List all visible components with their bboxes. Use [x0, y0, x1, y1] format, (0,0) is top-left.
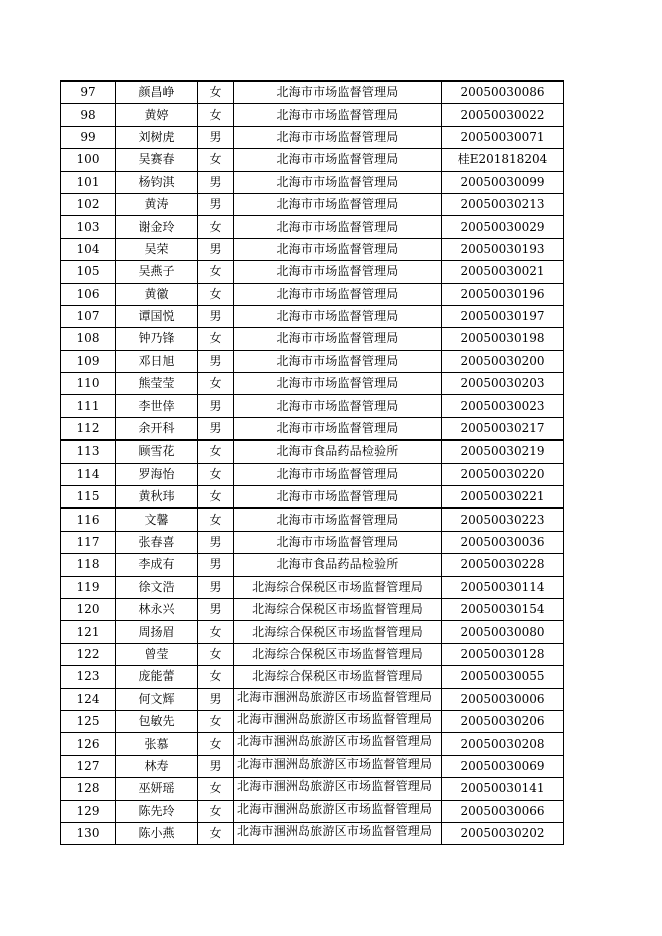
gender-cell: 男: [198, 305, 234, 327]
work-unit-cell: 北海市食品药品检验所: [234, 554, 442, 576]
table-row: [61, 149, 564, 171]
work-unit-cell: 北海市市场监督管理局: [234, 328, 442, 350]
gender-cell: 女: [198, 643, 234, 665]
work-unit-cell: 北海市市场监督管理局: [234, 216, 442, 238]
row-number-cell: 113: [61, 440, 116, 463]
table-row: [61, 778, 564, 800]
row-number-cell: 105: [61, 261, 116, 283]
person-name-cell: 吴荣: [116, 238, 198, 260]
table-row: [61, 350, 564, 372]
gender-cell: 男: [198, 171, 234, 193]
work-unit-cell: 北海市涠洲岛旅游区市场监督管理局: [234, 800, 442, 822]
person-name-cell: 熊莹莹: [116, 373, 198, 395]
person-name-cell: 李世倖: [116, 395, 198, 417]
table-row: [61, 261, 564, 283]
person-name-cell: 庞能蕾: [116, 666, 198, 688]
row-number-cell: 98: [61, 104, 116, 126]
gender-cell: 男: [198, 417, 234, 440]
person-name-cell: 黄徽: [116, 283, 198, 305]
table-row: [61, 238, 564, 260]
gender-cell: 女: [198, 822, 234, 844]
certificate-number-cell: 20050030223: [442, 508, 564, 531]
certificate-number-cell: 20050030196: [442, 283, 564, 305]
work-unit-cell: 北海市市场监督管理局: [234, 238, 442, 260]
person-name-cell: 巫妍瑶: [116, 778, 198, 800]
table-row: [61, 216, 564, 238]
work-unit-cell: 北海综合保税区市场监督管理局: [234, 666, 442, 688]
table-row: [61, 576, 564, 598]
work-unit-cell: 北海市市场监督管理局: [234, 193, 442, 215]
gender-cell: 男: [198, 755, 234, 777]
gender-cell: 女: [198, 800, 234, 822]
certificate-number-cell: 20050030203: [442, 373, 564, 395]
row-number-cell: 125: [61, 710, 116, 732]
table-row: [61, 373, 564, 395]
certificate-number-cell: 20050030198: [442, 328, 564, 350]
work-unit-cell: 北海市涠洲岛旅游区市场监督管理局: [234, 755, 442, 777]
person-name-cell: 林永兴: [116, 598, 198, 620]
roster-rows: [61, 81, 564, 845]
work-unit-cell: 北海市市场监督管理局: [234, 171, 442, 193]
row-number-cell: 122: [61, 643, 116, 665]
gender-cell: 女: [198, 710, 234, 732]
work-unit-cell: 北海综合保税区市场监督管理局: [234, 643, 442, 665]
person-name-cell: 罗海怡: [116, 463, 198, 485]
certificate-number-cell: 20050030228: [442, 554, 564, 576]
gender-cell: 男: [198, 238, 234, 260]
person-name-cell: 黄秋玮: [116, 486, 198, 509]
row-number-cell: 101: [61, 171, 116, 193]
work-unit-cell: 北海市涠洲岛旅游区市场监督管理局: [234, 688, 442, 710]
work-unit-cell: 北海市市场监督管理局: [234, 463, 442, 485]
row-number-cell: 99: [61, 126, 116, 148]
person-name-cell: 黄婷: [116, 104, 198, 126]
table-row: [61, 171, 564, 193]
work-unit-cell: 北海市食品药品检验所: [234, 440, 442, 463]
work-unit-cell: 北海市涠洲岛旅游区市场监督管理局: [234, 778, 442, 800]
table-row: [61, 395, 564, 417]
person-name-cell: 杨钧淇: [116, 171, 198, 193]
row-number-cell: 128: [61, 778, 116, 800]
gender-cell: 女: [198, 261, 234, 283]
gender-cell: 女: [198, 666, 234, 688]
table-row: [61, 440, 564, 463]
certificate-number-cell: 20050030193: [442, 238, 564, 260]
gender-cell: 女: [198, 508, 234, 531]
person-name-cell: 周扬眉: [116, 621, 198, 643]
gender-cell: 男: [198, 531, 234, 553]
row-number-cell: 118: [61, 554, 116, 576]
work-unit-cell: 北海市市场监督管理局: [234, 149, 442, 171]
work-unit-cell: 北海综合保税区市场监督管理局: [234, 576, 442, 598]
row-number-cell: 106: [61, 283, 116, 305]
certificate-number-cell: 20050030066: [442, 800, 564, 822]
table-row: [61, 508, 564, 531]
gender-cell: 女: [198, 778, 234, 800]
gender-cell: 男: [198, 193, 234, 215]
table-row: [61, 305, 564, 327]
person-name-cell: 钟乃锋: [116, 328, 198, 350]
row-number-cell: 97: [61, 81, 116, 104]
row-number-cell: 124: [61, 688, 116, 710]
person-name-cell: 李成有: [116, 554, 198, 576]
table-row: [61, 193, 564, 215]
table-row: [61, 463, 564, 485]
certificate-number-cell: 20050030023: [442, 395, 564, 417]
work-unit-cell: 北海市市场监督管理局: [234, 283, 442, 305]
person-name-cell: 颜昌峥: [116, 81, 198, 104]
row-number-cell: 120: [61, 598, 116, 620]
certificate-number-cell: 20050030200: [442, 350, 564, 372]
row-number-cell: 112: [61, 417, 116, 440]
person-name-cell: 文馨: [116, 508, 198, 531]
row-number-cell: 104: [61, 238, 116, 260]
certificate-number-cell: 20050030086: [442, 81, 564, 104]
gender-cell: 女: [198, 81, 234, 104]
gender-cell: 女: [198, 486, 234, 509]
table-row: [61, 486, 564, 509]
certificate-number-cell: 20050030114: [442, 576, 564, 598]
gender-cell: 女: [198, 440, 234, 463]
work-unit-cell: 北海市市场监督管理局: [234, 373, 442, 395]
work-unit-cell: 北海市市场监督管理局: [234, 305, 442, 327]
row-number-cell: 114: [61, 463, 116, 485]
certificate-number-cell: 20050030221: [442, 486, 564, 509]
row-number-cell: 129: [61, 800, 116, 822]
person-name-cell: 刘树虎: [116, 126, 198, 148]
person-name-cell: 吴燕子: [116, 261, 198, 283]
table-row: [61, 126, 564, 148]
table-row: [61, 81, 564, 104]
certificate-number-cell: 20050030128: [442, 643, 564, 665]
person-name-cell: 黄涛: [116, 193, 198, 215]
table-row: [61, 554, 564, 576]
gender-cell: 女: [198, 216, 234, 238]
row-number-cell: 110: [61, 373, 116, 395]
table-row: [61, 643, 564, 665]
person-name-cell: 余开科: [116, 417, 198, 440]
row-number-cell: 123: [61, 666, 116, 688]
person-name-cell: 何文辉: [116, 688, 198, 710]
row-number-cell: 109: [61, 350, 116, 372]
gender-cell: 女: [198, 373, 234, 395]
row-number-cell: 115: [61, 486, 116, 509]
certificate-number-cell: 20050030220: [442, 463, 564, 485]
work-unit-cell: 北海市市场监督管理局: [234, 350, 442, 372]
roster-table: [60, 80, 564, 845]
work-unit-cell: 北海市市场监督管理局: [234, 395, 442, 417]
gender-cell: 男: [198, 598, 234, 620]
work-unit-cell: 北海市涠洲岛旅游区市场监督管理局: [234, 733, 442, 755]
table-row: [61, 328, 564, 350]
person-name-cell: 谭国悦: [116, 305, 198, 327]
person-name-cell: 张慕: [116, 733, 198, 755]
work-unit-cell: 北海综合保税区市场监督管理局: [234, 621, 442, 643]
table-row: [61, 621, 564, 643]
row-number-cell: 116: [61, 508, 116, 531]
row-number-cell: 102: [61, 193, 116, 215]
work-unit-cell: 北海市市场监督管理局: [234, 531, 442, 553]
person-name-cell: 谢金玲: [116, 216, 198, 238]
certificate-number-cell: 20050030208: [442, 733, 564, 755]
row-number-cell: 107: [61, 305, 116, 327]
gender-cell: 女: [198, 104, 234, 126]
person-name-cell: 包敏先: [116, 710, 198, 732]
table-row: [61, 283, 564, 305]
gender-cell: 男: [198, 350, 234, 372]
row-number-cell: 103: [61, 216, 116, 238]
table-row: [61, 666, 564, 688]
work-unit-cell: 北海市市场监督管理局: [234, 261, 442, 283]
table-row: [61, 800, 564, 822]
gender-cell: 女: [198, 621, 234, 643]
row-number-cell: 100: [61, 149, 116, 171]
certificate-number-cell: 20050030154: [442, 598, 564, 620]
row-number-cell: 119: [61, 576, 116, 598]
gender-cell: 女: [198, 149, 234, 171]
work-unit-cell: 北海市市场监督管理局: [234, 486, 442, 509]
work-unit-cell: 北海市市场监督管理局: [234, 508, 442, 531]
work-unit-cell: 北海市涠洲岛旅游区市场监督管理局: [234, 822, 442, 844]
gender-cell: 男: [198, 688, 234, 710]
certificate-number-cell: 20050030213: [442, 193, 564, 215]
certificate-number-cell: 20050030029: [442, 216, 564, 238]
table-row: [61, 688, 564, 710]
work-unit-cell: 北海市市场监督管理局: [234, 126, 442, 148]
gender-cell: 男: [198, 126, 234, 148]
table-row: [61, 531, 564, 553]
certificate-number-cell: 20050030099: [442, 171, 564, 193]
gender-cell: 女: [198, 463, 234, 485]
certificate-number-cell: 20050030197: [442, 305, 564, 327]
table-row: [61, 755, 564, 777]
work-unit-cell: 北海市涠洲岛旅游区市场监督管理局: [234, 710, 442, 732]
row-number-cell: 108: [61, 328, 116, 350]
certificate-number-cell: 20050030080: [442, 621, 564, 643]
person-name-cell: 曾莹: [116, 643, 198, 665]
table-row: [61, 417, 564, 440]
table-row: [61, 104, 564, 126]
certificate-number-cell: 20050030022: [442, 104, 564, 126]
gender-cell: 男: [198, 576, 234, 598]
gender-cell: 女: [198, 733, 234, 755]
table-row: [61, 822, 564, 844]
work-unit-cell: 北海综合保税区市场监督管理局: [234, 598, 442, 620]
table-row: [61, 710, 564, 732]
certificate-number-cell: 20050030036: [442, 531, 564, 553]
table-row: [61, 598, 564, 620]
certificate-number-cell: 20050030071: [442, 126, 564, 148]
person-name-cell: 邓日旭: [116, 350, 198, 372]
work-unit-cell: 北海市市场监督管理局: [234, 81, 442, 104]
gender-cell: 女: [198, 328, 234, 350]
certificate-number-cell: 20050030055: [442, 666, 564, 688]
row-number-cell: 111: [61, 395, 116, 417]
gender-cell: 男: [198, 395, 234, 417]
person-name-cell: 张春喜: [116, 531, 198, 553]
row-number-cell: 127: [61, 755, 116, 777]
person-name-cell: 顾雪花: [116, 440, 198, 463]
table-row: [61, 733, 564, 755]
certificate-number-cell: 20050030021: [442, 261, 564, 283]
work-unit-cell: 北海市市场监督管理局: [234, 104, 442, 126]
certificate-number-cell: 20050030217: [442, 417, 564, 440]
gender-cell: 女: [198, 283, 234, 305]
certificate-number-cell: 20050030141: [442, 778, 564, 800]
row-number-cell: 126: [61, 733, 116, 755]
person-name-cell: 徐文浩: [116, 576, 198, 598]
gender-cell: 男: [198, 554, 234, 576]
certificate-number-cell: 20050030006: [442, 688, 564, 710]
person-name-cell: 吴赛春: [116, 149, 198, 171]
certificate-number-cell: 桂E201818204: [442, 149, 564, 171]
certificate-number-cell: 20050030202: [442, 822, 564, 844]
person-name-cell: 林寿: [116, 755, 198, 777]
person-name-cell: 陈小燕: [116, 822, 198, 844]
row-number-cell: 117: [61, 531, 116, 553]
person-name-cell: 陈先玲: [116, 800, 198, 822]
row-number-cell: 130: [61, 822, 116, 844]
certificate-number-cell: 20050030069: [442, 755, 564, 777]
certificate-number-cell: 20050030206: [442, 710, 564, 732]
work-unit-cell: 北海市市场监督管理局: [234, 417, 442, 440]
certificate-number-cell: 20050030219: [442, 440, 564, 463]
row-number-cell: 121: [61, 621, 116, 643]
